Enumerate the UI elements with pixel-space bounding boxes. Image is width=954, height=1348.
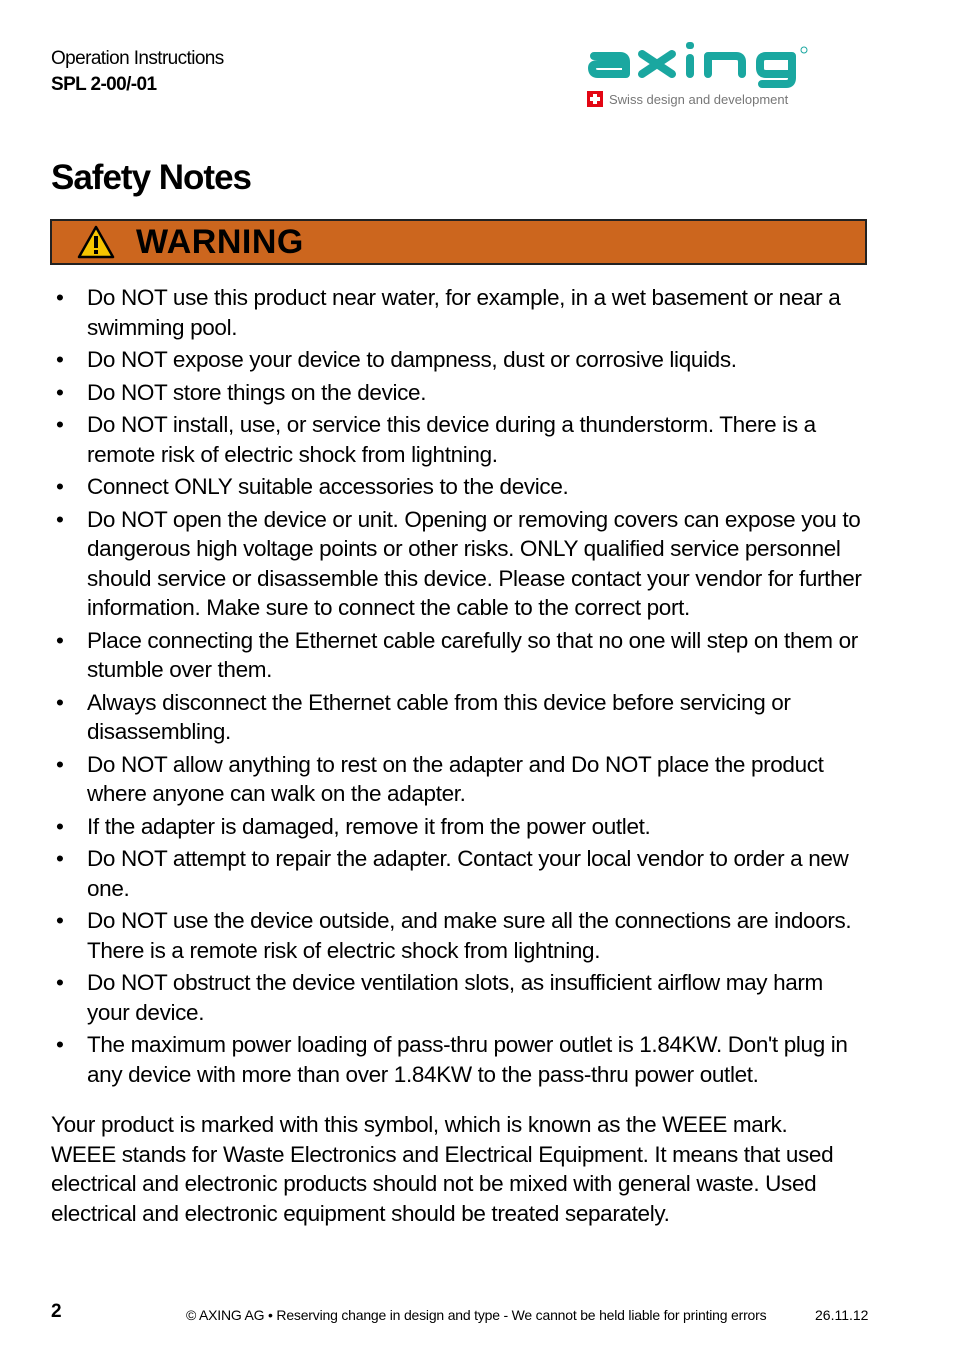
axing-wordmark-icon <box>586 40 810 90</box>
document-type: Operation Instructions <box>51 48 224 69</box>
footer-date: 26.11.12 <box>815 1307 869 1323</box>
list-item: • Do NOT store things on the device. <box>56 379 427 405</box>
warning-label: WARNING <box>136 222 304 261</box>
list-item: • Do NOT use the device outside, and make sure all the connections are indoors. There is a remote risk of electric shock from lightning. <box>56 908 852 963</box>
list-item: • Always disconnect the Ethernet cable from this device before servicing or disassembling. <box>56 689 791 744</box>
list-item: • Do NOT obstruct the device ventilation slots, as insufficient airflow may harm your device. <box>56 970 823 1025</box>
list-item: • Do NOT install, use, or service this device during a thunderstorm. There is a remote risk of electric shock from lightning. <box>56 412 816 467</box>
list-item: • Do NOT allow anything to rest on the adapter and Do NOT place the product where anyone can walk on the adapter. <box>56 751 824 806</box>
logo-tagline: Swiss design and development <box>609 91 789 107</box>
warning-banner <box>50 219 867 265</box>
footer-copyright: © AXING AG • Reserving change in design and type - We cannot be held liable for printing errors <box>186 1307 767 1323</box>
list-item: • Do NOT expose your device to dampness, dust or corrosive liquids. <box>56 347 737 372</box>
safety-list <box>51 283 871 1092</box>
swiss-flag-icon <box>587 91 603 107</box>
list-item: • If the adapter is damaged, remove it from the power outlet. <box>56 813 651 839</box>
list-item: • Connect ONLY suitable accessories to the device. <box>56 474 569 499</box>
weee-paragraph: Your product is marked with this symbol, which is known as the WEEE mark. WEEE stands for Waste Electronics and Electrical Equipment. It means that used electrical and electronic products should not be mixed with general waste. Used electrical and electronic equipment should be treated separately. <box>51 1112 834 1226</box>
page-number: 2 <box>51 1301 62 1322</box>
list-item: • Do NOT attempt to repair the adapter. Contact your local vendor to order a new one. <box>56 846 849 901</box>
list-item: • Do NOT use this product near water, for example, in a wet basement or near a swimming pool. <box>56 285 841 340</box>
list-item: • The maximum power loading of pass-thru power outlet is 1.84KW. Don't plug in any device with more than over 1.84KW to the pass-thru power outlet. <box>56 1032 848 1087</box>
list-item: • Place connecting the Ethernet cable carefully so that no one will step on them or stumble over them. <box>56 627 858 682</box>
page-title: Safety Notes <box>51 158 252 197</box>
axing-logo <box>586 40 816 112</box>
list-item: • Do NOT open the device or unit. Opening or removing covers can expose you to dangerous high voltage points or other risks. ONLY qualified service personnel should service or disassemble this device. Please contact your vendor for further information. Make sure to connect the cable to the correct port. <box>56 506 862 620</box>
model-number: SPL 2-00/-01 <box>51 74 157 95</box>
warning-triangle-icon <box>76 224 116 260</box>
